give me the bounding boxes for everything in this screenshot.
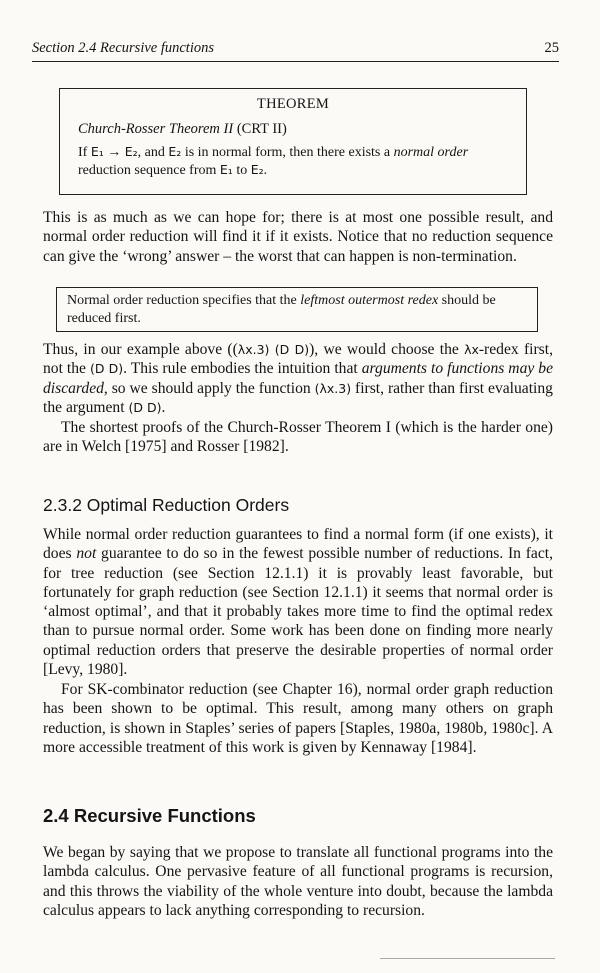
page-number: 25 [544, 40, 559, 56]
running-head [32, 40, 559, 62]
paragraph-recursion: We began by saying that we propose to translate all functional programs into the lambda calculus. One pervasive feature of all functional programs is recursion, and this throws the viability of the whole venture into doubt, because the lambda calculus appears to lack anything corresponding to recursion. [43, 844, 553, 919]
theorem-statement: If E₁ → E₂, and E₂ is in normal form, then there exists a normal order reduction sequence from E₁ to E₂. [78, 144, 469, 178]
paragraph-optimal: While normal order reduction guarantees to find a normal form (if one exists), it does not guarantee to do so in the fewest possible number of reductions. In fact, for tree reduction (see Section 12.1.1) it is provably least favorable, but fortunately for graph reduction (see Section 12.1.1) it seems that normal order is ‘almost optimal’, and that it probably takes more time to find the optimal redex than to pursue normal order. Some work has been done on finding more nearly optimal reduction orders that preserve the desirable properties of normal order [Levy, 1980]. [43, 526, 553, 679]
page-edge-rule [380, 958, 555, 959]
paragraph-sk-combinator: For SK-combinator reduction (see Chapter 16), normal order graph reduction has been shown to be optimal. This result, among many others on graph reduction, is shown in Staples’ series of papers [Staples, 1980a, 1980b, 1980c]. A more accessible treatment of this work is given by Kennaway [1984]. [43, 681, 553, 756]
rule-box [56, 287, 538, 332]
section-heading-2-4: 2.4 Recursive Functions [43, 805, 256, 826]
theorem-title: THEOREM [256, 96, 330, 112]
paragraph-hope: This is as much as we can hope for; there is at most one possible result, and normal order reduction will find it if it exists. Notice that no reduction sequence can give the ‘wrong’ answer – the worst that can happen is non-termination. [43, 209, 553, 265]
paragraph-proofs: The shortest proofs of the Church-Rosser Theorem I (which is the harder one) are in Welch [1975] and Rosser [1982]. [43, 419, 553, 456]
running-head-section: Section 2.4 Recursive functions [32, 40, 215, 56]
section-heading-2-3-2: 2.3.2 Optimal Reduction Orders [43, 495, 290, 515]
rule-statement: Normal order reduction specifies that the leftmost outermost redex should be reduced first. [67, 293, 496, 326]
theorem-name: Church-Rosser Theorem II (CRT II) [78, 121, 287, 137]
theorem-box [59, 88, 527, 195]
paragraph-example: Thus, in our example above ((λx.3) (D D)), we would choose the λx-redex first, not the (D D). This rule embodies the intuition that arguments to functions may be discarded, so we should apply the function (λx.3) first, rather than first evaluating the argument (D D). [43, 341, 554, 416]
